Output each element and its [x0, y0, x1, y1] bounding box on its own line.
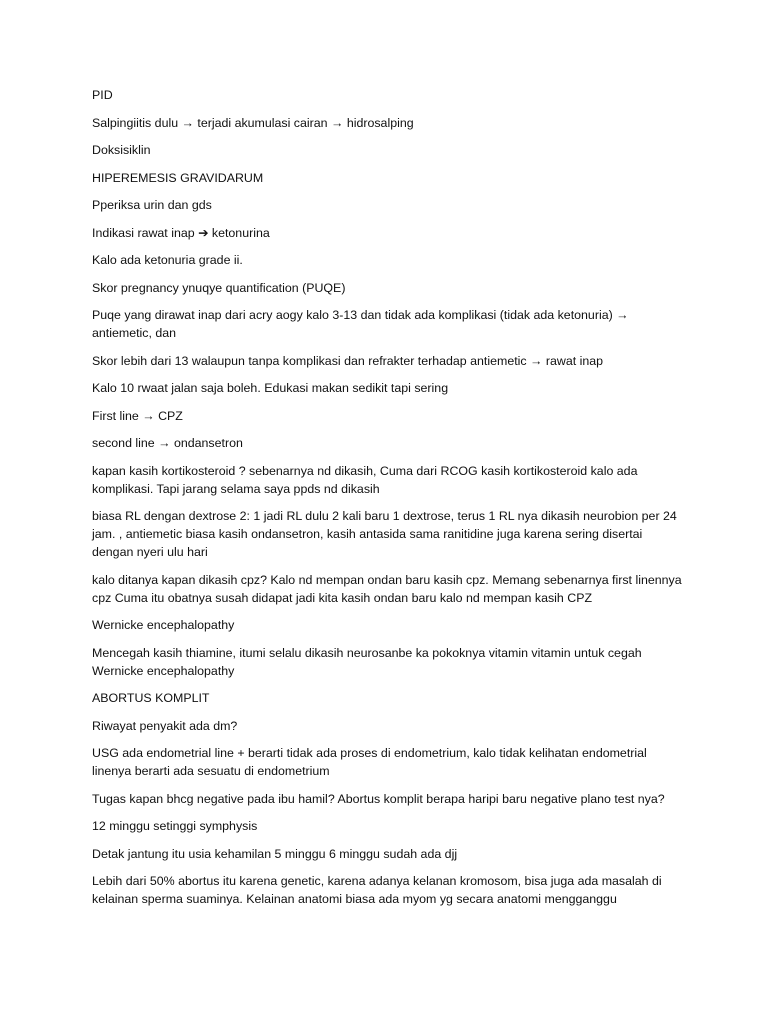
paragraph: Puqe yang dirawat inap dari acry aogy kalo 3-13 dan tidak ada komplikasi (tidak ada ketonuria) → antiemetic, dan	[92, 308, 629, 340]
paragraph: Salpingiitis dulu → terjadi akumulasi cairan → hidrosalping	[92, 115, 414, 130]
paragraph: Riwayat penyakit ada dm?	[92, 718, 238, 733]
paragraph: second line → ondansetron	[92, 436, 243, 450]
paragraph: Doksisiklin	[92, 143, 151, 157]
paragraph: biasa RL dengan dextrose 2: 1 jadi RL dulu 2 kali baru 1 dextrose, terus 1 RL nya dikasih neurobion per 24 jam. , antiemetic biasa kasih ondansetron, kasih antasida sama ranitidine juga karena sering disertai dengan nyeri ulu hari	[92, 509, 677, 559]
paragraph: Detak jantung itu usia kehamilan 5 minggu 6 minggu sudah ada djj	[92, 846, 458, 861]
paragraph: kapan kasih kortikosteroid ? sebenarnya nd dikasih, Cuma dari RCOG kasih kortikosteroid kalo ada komplikasi. Tapi jarang selama saya ppds nd dikasih	[92, 463, 638, 496]
paragraph: Mencegah kasih thiamine, itumi selalu dikasih neurosanbe ka pokoknya vitamin vitamin untuk cegah Wernicke encephalopathy	[92, 645, 642, 678]
paragraph: First line → CPZ	[92, 408, 183, 423]
paragraph: Kalo 10 rwaat jalan saja boleh. Edukasi makan sedikit tapi sering	[92, 381, 449, 395]
document-body	[92, 86, 682, 918]
paragraph: USG ada endometrial line + berarti tidak ada proses di endometrium, kalo tidak kelihatan endometrial linenya berarti ada sesuatu di endometrium	[92, 746, 647, 778]
paragraph: Skor pregnancy ynuqye quantification (PUQE)	[92, 280, 346, 295]
paragraph: Pperiksa urin dan gds	[92, 198, 212, 212]
paragraph-pid-heading: PID	[92, 88, 113, 102]
paragraph: Lebih dari 50% abortus itu karena genetic, karena adanya kelanan kromosom, bisa juga ada masalah di kelainan sperma suaminya. Kelainan anatomi biasa ada myom yg secara anatomi mengganggu	[92, 874, 662, 906]
paragraph-wernicke-heading: Wernicke encephalopathy	[92, 618, 235, 632]
paragraph: Tugas kapan bhcg negative pada ibu hamil? Abortus komplit berapa haripi baru negative plano test nya?	[92, 791, 665, 806]
paragraph-abortus-heading: ABORTUS KOMPLIT	[92, 691, 210, 705]
paragraph: Skor lebih dari 13 walaupun tanpa komplikasi dan refrakter terhadap antiemetic → rawat inap	[92, 353, 604, 368]
paragraph: Indikasi rawat inap ➔ ketonurina	[92, 225, 270, 240]
paragraph: Kalo ada ketonuria grade ii.	[92, 253, 243, 267]
paragraph-hiperemesis-heading: HIPEREMESIS GRAVIDARUM	[92, 170, 264, 185]
paragraph: kalo ditanya kapan dikasih cpz? Kalo nd mempan ondan baru kasih cpz. Memang sebenarnya first linennya cpz Cuma itu obatnya susah didapat jadi kita kasih ondan baru kalo nd mempan kasih CPZ	[92, 572, 682, 605]
paragraph: 12 minggu setinggi symphysis	[92, 819, 258, 833]
